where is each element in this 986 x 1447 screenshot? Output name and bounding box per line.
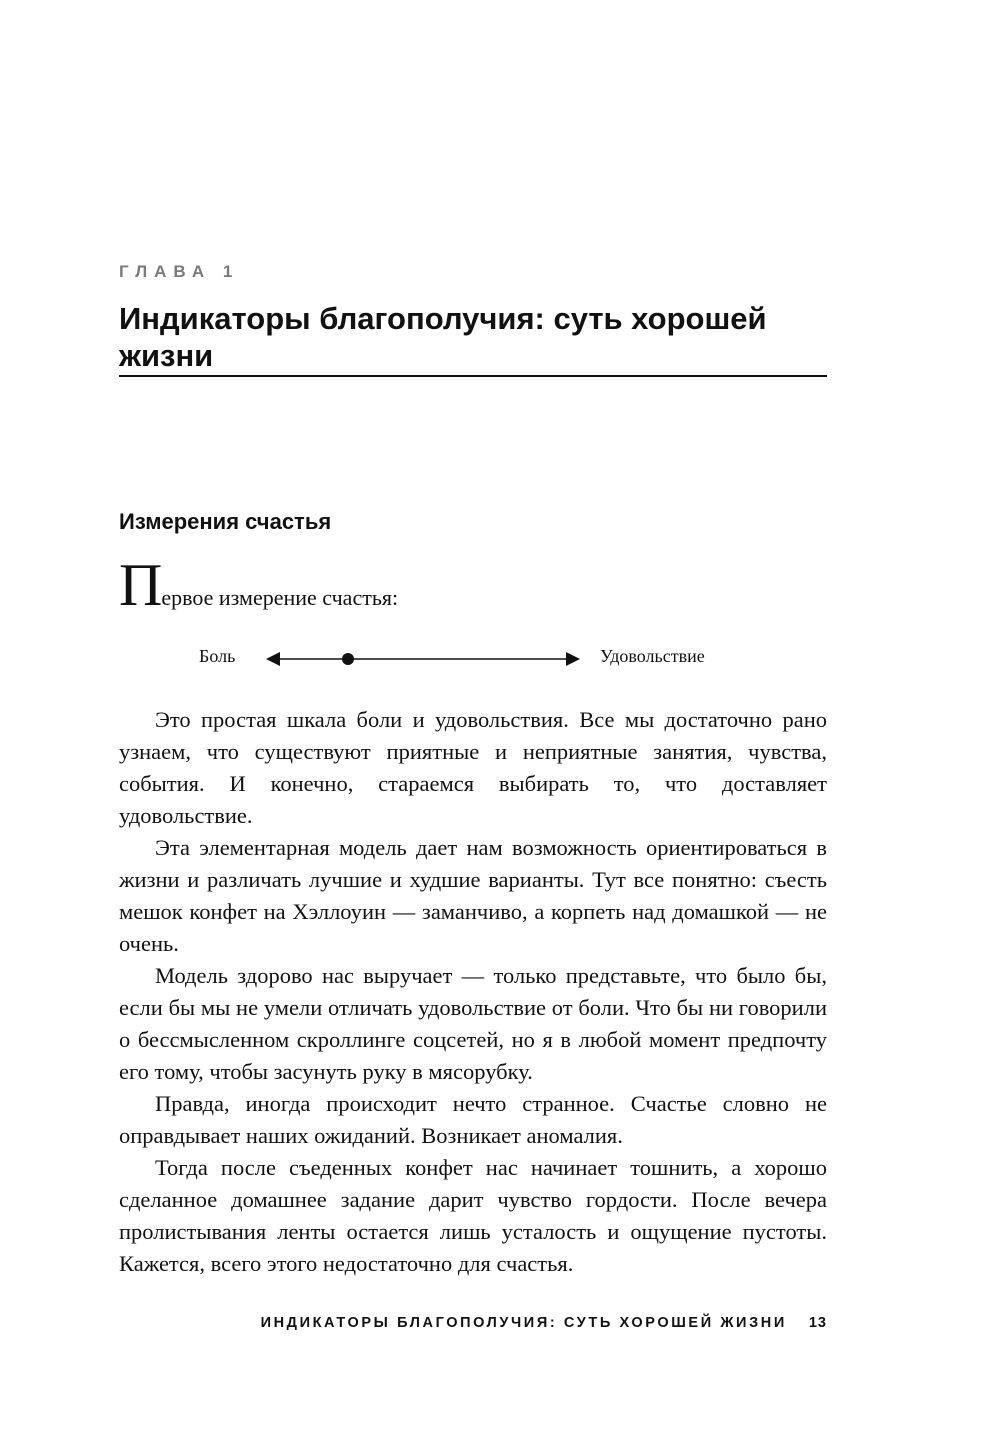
lead-line xyxy=(119,552,399,618)
paragraph: Тогда после съеденных конфет нас начинает тошнить, а хорошо сделанное домашнее задание дарит чувство гордости. После вечера пролистывания ленты остается лишь усталость и ощущение пустоты. Кажется, всего этого недостаточно для счастья. xyxy=(119,1155,827,1276)
paragraph: Правда, иногда происходит нечто странное. Счастье словно не оправдывает наших ожиданий. Возникает аномалия. xyxy=(119,1091,827,1148)
paragraph: Эта элементарная модель дает нам возможность ориентироваться в жизни и различать лучшие и худшие варианты. Тут все понятно: съесть мешок конфет на Хэллоуин — заманчиво, а корпеть над домашкой — не очень. xyxy=(119,835,827,956)
right-arrowhead-icon xyxy=(566,652,580,666)
drop-cap: П xyxy=(119,552,162,618)
lead-text: ервое измерение счастья: xyxy=(161,585,399,610)
pain-pleasure-scale xyxy=(262,648,584,670)
page-number: 13 xyxy=(808,1315,827,1331)
title-rule xyxy=(119,375,827,377)
chapter-label: ГЛАВА 1 xyxy=(119,262,240,281)
running-footer xyxy=(119,1315,827,1331)
chapter-title: Индикаторы благополучия: суть хорошей жизни xyxy=(119,301,767,373)
running-title: ИНДИКАТОРЫ БЛАГОПОЛУЧИЯ: СУТЬ ХОРОШЕЙ ЖИЗНИ xyxy=(260,1315,787,1331)
scale-left-label: Боль xyxy=(199,646,236,666)
paragraph: Это простая шкала боли и удовольствия. Все мы достаточно рано узнаем, что существуют приятные и неприятные занятия, чувства, события. И конечно, стараемся выбирать то, что доставляет удовольствие. xyxy=(119,707,827,828)
paragraph: Модель здорово нас выручает — только представьте, что было бы, если бы мы не умели отличать удовольствие от боли. Что бы ни говорили о бессмысленном скроллинге соцсетей, но я в любой момент предпочту его тому, чтобы засунуть руку в мясорубку. xyxy=(119,963,827,1084)
body-text xyxy=(119,704,827,1280)
section-heading: Измерения счастья xyxy=(119,509,332,534)
scale-midpoint-dot xyxy=(342,653,354,665)
scale-right-label: Удовольствие xyxy=(600,646,705,666)
